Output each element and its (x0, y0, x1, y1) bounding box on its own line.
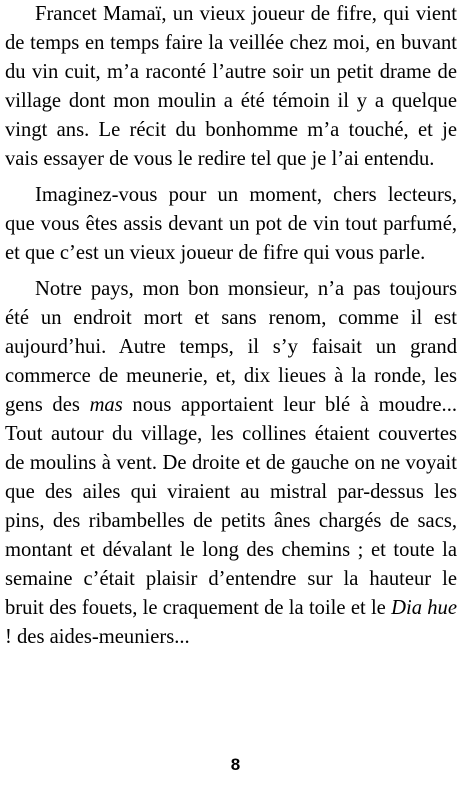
paragraph-3-text-b: nous apportaient leur blé à moudre... Tout autour du village, les collines étaient couvertes de moulins à vent. De droite et de gauche on ne voyait que des ailes qui viraient au mistral par-dessus les pins, des ribambelles de petits ânes chargés de sacs, montant et dévalant le long des chemins ; et toute la semaine c’était plaisir d’entendre sur la hauteur le bruit des fouets, le craquement de la toile et le (5, 394, 457, 619)
paragraph-3-text-a: Notre pays, mon bon monsieur, n’a pas toujours été un endroit mort et sans renom, comme il est aujourd’hui. Autre temps, il s’y faisait un grand commerce de meunerie, et, dix lieues à la ronde, les gens des (5, 278, 457, 416)
paragraph-3-text-c: ! des aides-meuniers... (5, 626, 190, 648)
paragraph-3 (5, 275, 457, 652)
paragraph-2-text: Imaginez-vous pour un moment, chers lecteurs, que vous êtes assis devant un pot de vin tout parfumé, et que c’est un vieux joueur de fifre qui vous parle. (5, 184, 457, 264)
italic-phrase-dia-hue: Dia hue (391, 597, 457, 619)
paragraph-1-text: Francet Mamaï, un vieux joueur de fifre, qui vient de temps en temps faire la veillée chez moi, en buvant du vin cuit, m’a raconté l’autre soir un petit drame de village dont mon moulin a été témoin il y a quelque vingt ans. Le récit du bonhomme m’a touché, et je vais essayer de vous le redire tel que je l’ai entendu. (5, 3, 457, 170)
page-number: 8 (230, 755, 241, 774)
italic-word-mas: mas (89, 394, 123, 416)
paragraph-1 (5, 0, 457, 174)
paragraph-2 (5, 181, 457, 268)
body-text (5, 0, 457, 659)
